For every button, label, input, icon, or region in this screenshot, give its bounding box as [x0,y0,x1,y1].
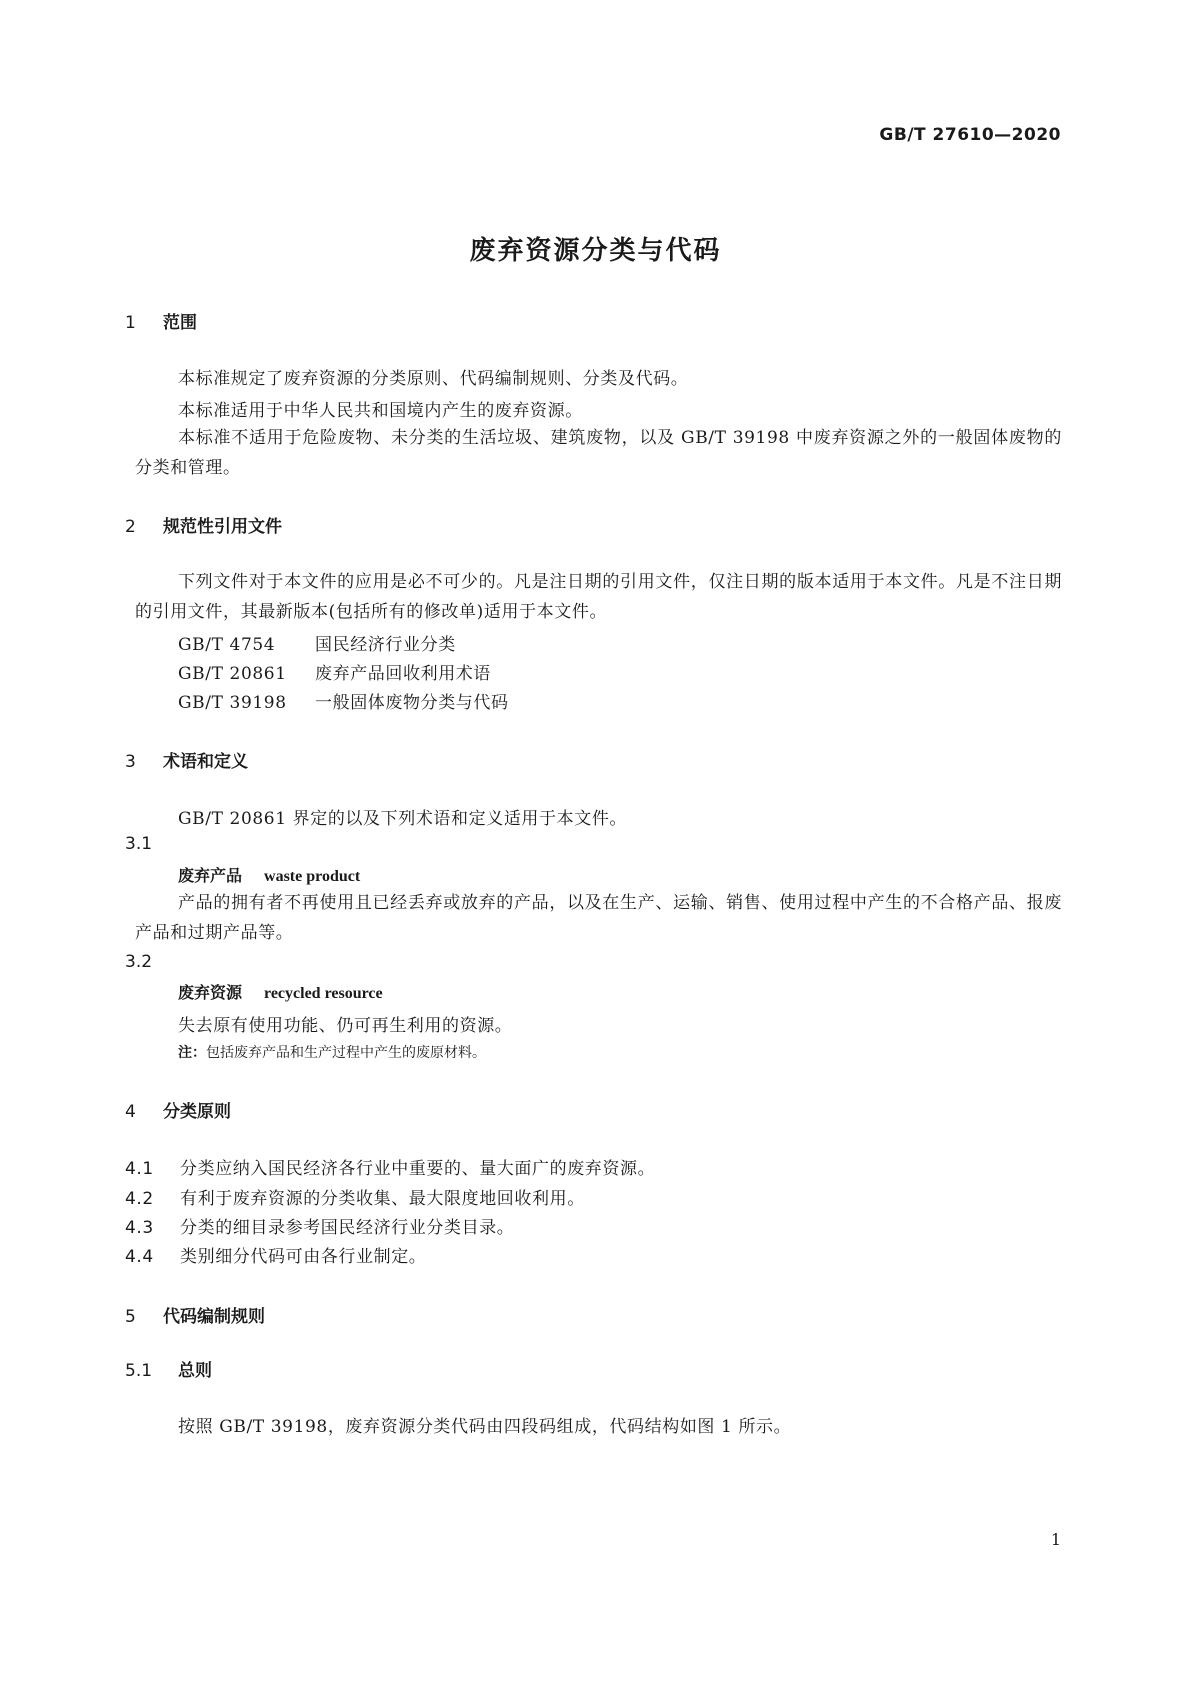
page-number: 1 [1050,1530,1061,1549]
reference-item [178,630,456,655]
section-1-heading [125,308,197,333]
paragraph: GB/T 20861 界定的以及下列术语和定义适用于本文件。 [178,809,628,829]
subsection-number: 5.1 [125,1361,153,1381]
clause-number: 4.3 [125,1218,154,1238]
term-english: waste product [264,868,361,885]
term-definition: 产品的拥有者不再使用且已经丢弃或放弃的产品，以及在生产、运输、销售、使用过程中产生的不合格产品、报废产品和过期产品等。 [135,893,1062,943]
clause-text: 类别细分代码可由各行业制定。 [180,1247,427,1267]
section-title: 规范性引用文件 [163,517,282,537]
subsection-5-1-heading [125,1356,212,1381]
paragraph: 本标准规定了废弃资源的分类原则、代码编制规则、分类及代码。 [178,369,689,389]
clause [125,1242,426,1267]
reference-item [178,688,509,713]
clause-number: 4.2 [125,1189,154,1209]
section-4-heading [125,1097,231,1122]
subsection-title: 总则 [178,1361,212,1381]
term-heading [178,980,383,1003]
section-2-heading [125,512,282,537]
note [178,1042,486,1062]
paragraph: 本标准适用于中华人民共和国境内产生的废弃资源。 [178,401,583,421]
reference-title: 一般固体废物分类与代码 [315,693,509,713]
section-title: 代码编制规则 [163,1307,265,1327]
note-label: 注： [178,1045,206,1061]
term-chinese: 废弃产品 [178,866,243,885]
term-heading [178,863,360,886]
term-chinese: 废弃资源 [178,983,243,1002]
term-english: recycled resource [264,985,383,1002]
paragraph: 按照 GB/T 39198，废弃资源分类代码由四段码组成，代码结构如图 1 所示。 [178,1417,792,1437]
reference-code: GB/T 4754 [178,635,276,655]
reference-item [178,659,491,684]
standard-number: GB/T 27610—2020 [879,125,1061,145]
note-text: 包括废弃产品和生产过程中产生的废原材料。 [206,1045,486,1061]
document-title: 废弃资源分类与代码 [469,236,722,266]
section-number: 4 [125,1102,136,1122]
reference-code: GB/T 39198 [178,693,287,713]
section-number: 1 [125,313,136,333]
paragraph: 本标准不适用于危险废物、未分类的生活垃圾、建筑废物，以及 GB/T 39198 中废弃资源之外的一般固体废物的分类和管理。 [135,428,1062,478]
section-title: 术语和定义 [163,752,248,772]
clause-text: 有利于废弃资源的分类收集、最大限度地回收利用。 [180,1189,585,1209]
section-5-heading [125,1302,265,1327]
reference-code: GB/T 20861 [178,664,287,684]
clause-text: 分类的细目录参考国民经济行业分类目录。 [180,1218,515,1238]
term-number: 3.1 [125,834,153,854]
section-title: 分类原则 [163,1102,231,1122]
section-number: 5 [125,1307,136,1327]
reference-title: 国民经济行业分类 [315,635,456,655]
reference-title: 废弃产品回收利用术语 [315,664,491,684]
clause-number: 4.4 [125,1247,154,1267]
clause [125,1154,655,1179]
clause-text: 分类应纳入国民经济各行业中重要的、量大面广的废弃资源。 [180,1159,656,1179]
clause [125,1184,585,1209]
term-number: 3.2 [125,952,153,972]
section-number: 3 [125,752,136,772]
clause [125,1213,514,1238]
clause-number: 4.1 [125,1159,154,1179]
section-3-heading [125,747,248,772]
paragraph: 下列文件对于本文件的应用是必不可少的。凡是注日期的引用文件，仅注日期的版本适用于本文件。凡是不注日期的引用文件，其最新版本(包括所有的修改单)适用于本文件。 [135,572,1062,622]
section-number: 2 [125,517,136,537]
term-definition: 失去原有使用功能、仍可再生利用的资源。 [178,1016,513,1036]
section-title: 范围 [163,313,197,333]
